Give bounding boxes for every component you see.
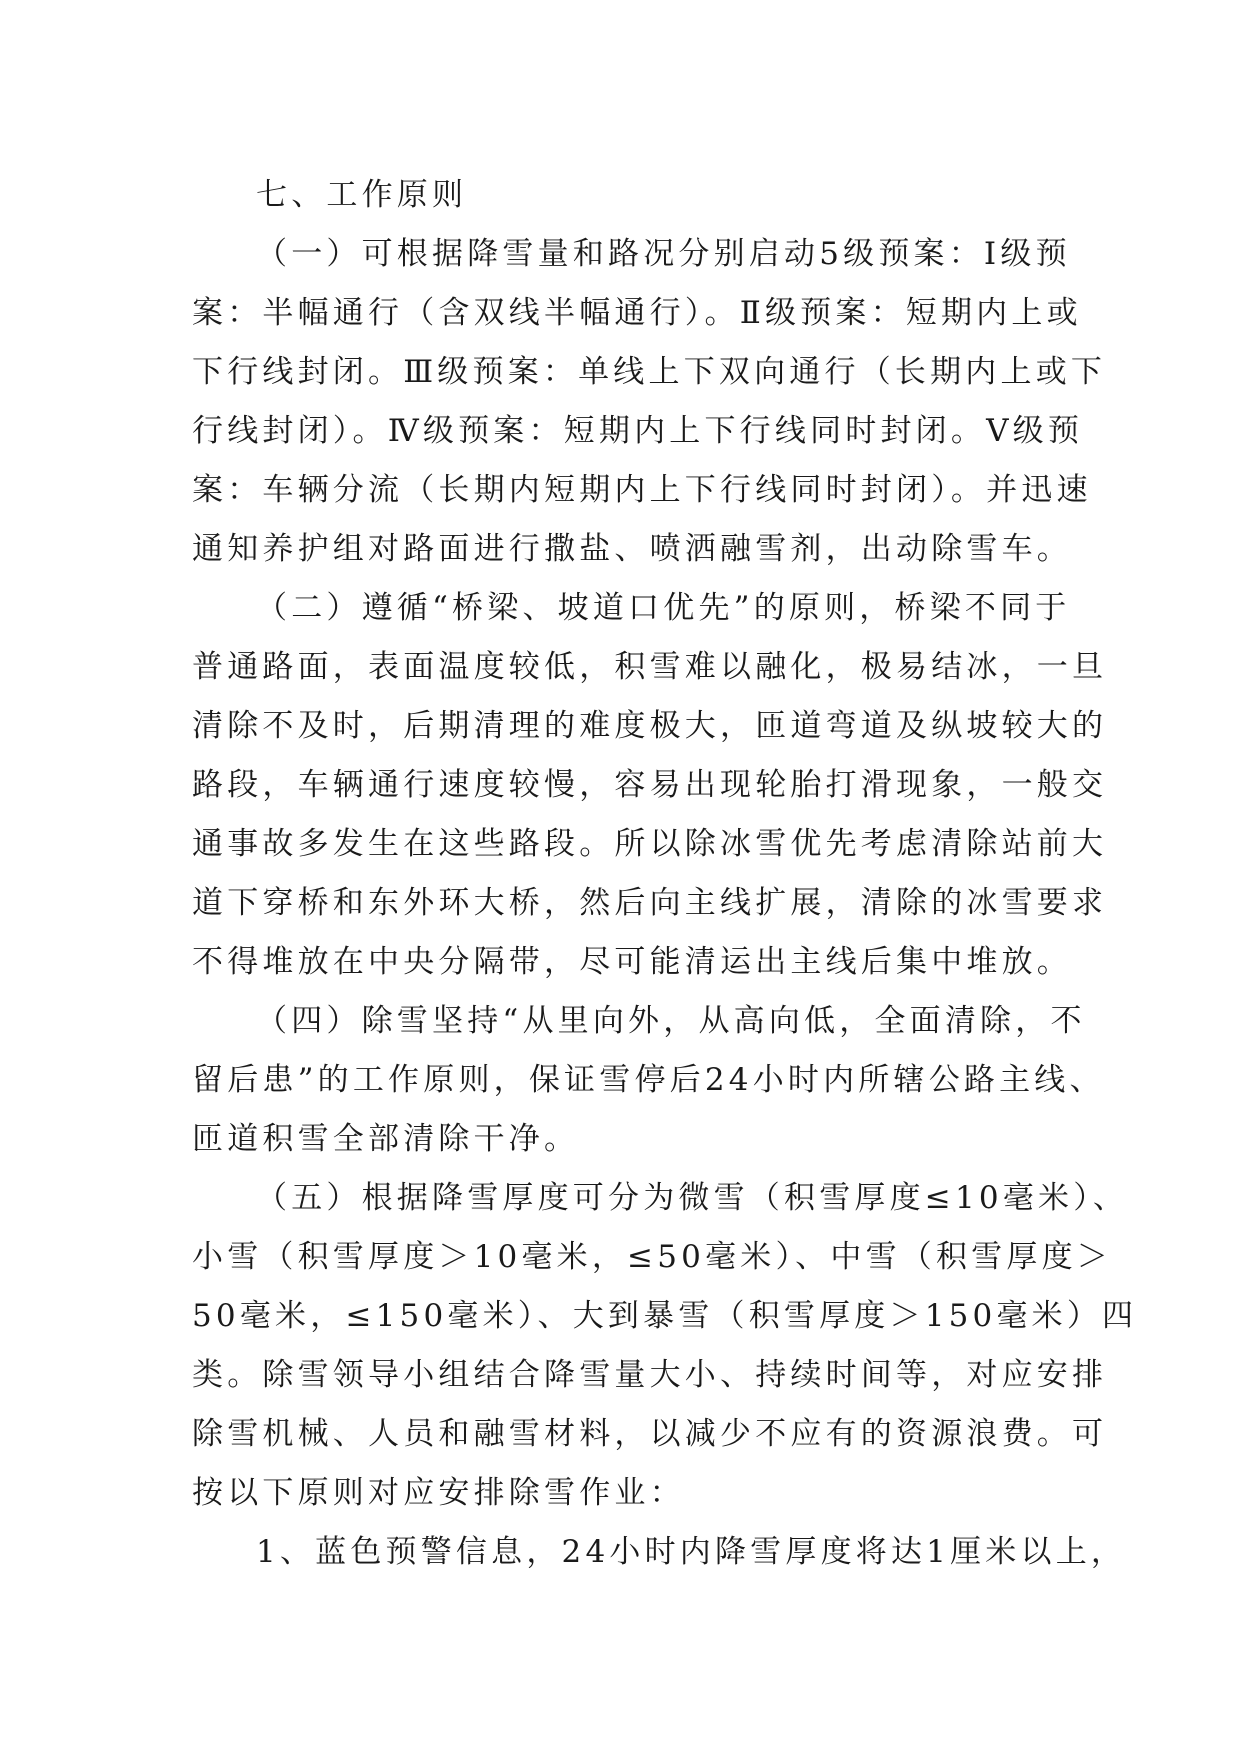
paragraph-line: 行线封闭）。Ⅳ级预案：短期内上下行线同时封闭。Ⅴ级预 bbox=[192, 413, 1084, 449]
paragraph-line: 下行线封闭。Ⅲ级预案：单线上下双向通行（长期内上或下 bbox=[192, 354, 1107, 390]
paragraph-line: 不得堆放在中央分隔带，尽可能清运出主线后集中堆放。 bbox=[192, 944, 1072, 980]
list-item-line: 1、蓝色预警信息，24小时内降雪厚度将达1厘米以上， bbox=[256, 1534, 1127, 1570]
paragraph-line: 匝道积雪全部清除干净。 bbox=[192, 1121, 580, 1157]
paragraph-line: 路段，车辆通行速度较慢，容易出现轮胎打滑现象，一般交 bbox=[192, 767, 1108, 803]
document-body bbox=[192, 166, 1138, 1582]
paragraph-line: 普通路面，表面温度较低，积雪难以融化，极易结冰，一旦 bbox=[192, 649, 1108, 685]
paragraph-line: 50毫米，≤150毫米）、大到暴雪（积雪厚度＞150毫米）四 bbox=[192, 1298, 1138, 1334]
section-heading: 七、工作原则 bbox=[256, 177, 468, 213]
paragraph-line: 通知养护组对路面进行撒盐、喷洒融雪剂，出动除雪车。 bbox=[192, 531, 1072, 567]
paragraph-line: 留后患”的工作原则，保证雪停后24小时内所辖公路主线、 bbox=[192, 1062, 1105, 1098]
paragraph-line: （四）除雪坚持“从里向外，从高向低，全面清除，不 bbox=[256, 1003, 1086, 1039]
paragraph-line: （五）根据降雪厚度可分为微雪（积雪厚度≤10毫米）、 bbox=[256, 1180, 1129, 1216]
paragraph-line: 类。除雪领导小组结合降雪量大小、持续时间等，对应安排 bbox=[192, 1357, 1108, 1393]
paragraph-line: 清除不及时，后期清理的难度极大，匝道弯道及纵坡较大的 bbox=[192, 708, 1108, 744]
paragraph-line: 通事故多发生在这些路段。所以除冰雪优先考虑清除站前大 bbox=[192, 826, 1108, 862]
paragraph-line: 除雪机械、人员和融雪材料，以减少不应有的资源浪费。可 bbox=[192, 1416, 1108, 1452]
paragraph-line: 道下穿桥和东外环大桥，然后向主线扩展，清除的冰雪要求 bbox=[192, 885, 1108, 921]
paragraph-line: 案：半幅通行（含双线半幅通行）。Ⅱ级预案：短期内上或 bbox=[192, 295, 1082, 331]
paragraph-line: （二）遵循“桥梁、坡道口优先”的原则，桥梁不同于 bbox=[256, 590, 1071, 626]
paragraph-line: （一）可根据降雪量和路况分别启动5级预案：Ⅰ级预 bbox=[256, 236, 1071, 272]
paragraph-line: 小雪（积雪厚度＞10毫米，≤50毫米）、中雪（积雪厚度＞ bbox=[192, 1239, 1112, 1275]
paragraph-line: 案：车辆分流（长期内短期内上下行线同时封闭）。并迅速 bbox=[192, 472, 1092, 508]
paragraph-line: 按以下原则对应安排除雪作业： bbox=[192, 1475, 685, 1511]
